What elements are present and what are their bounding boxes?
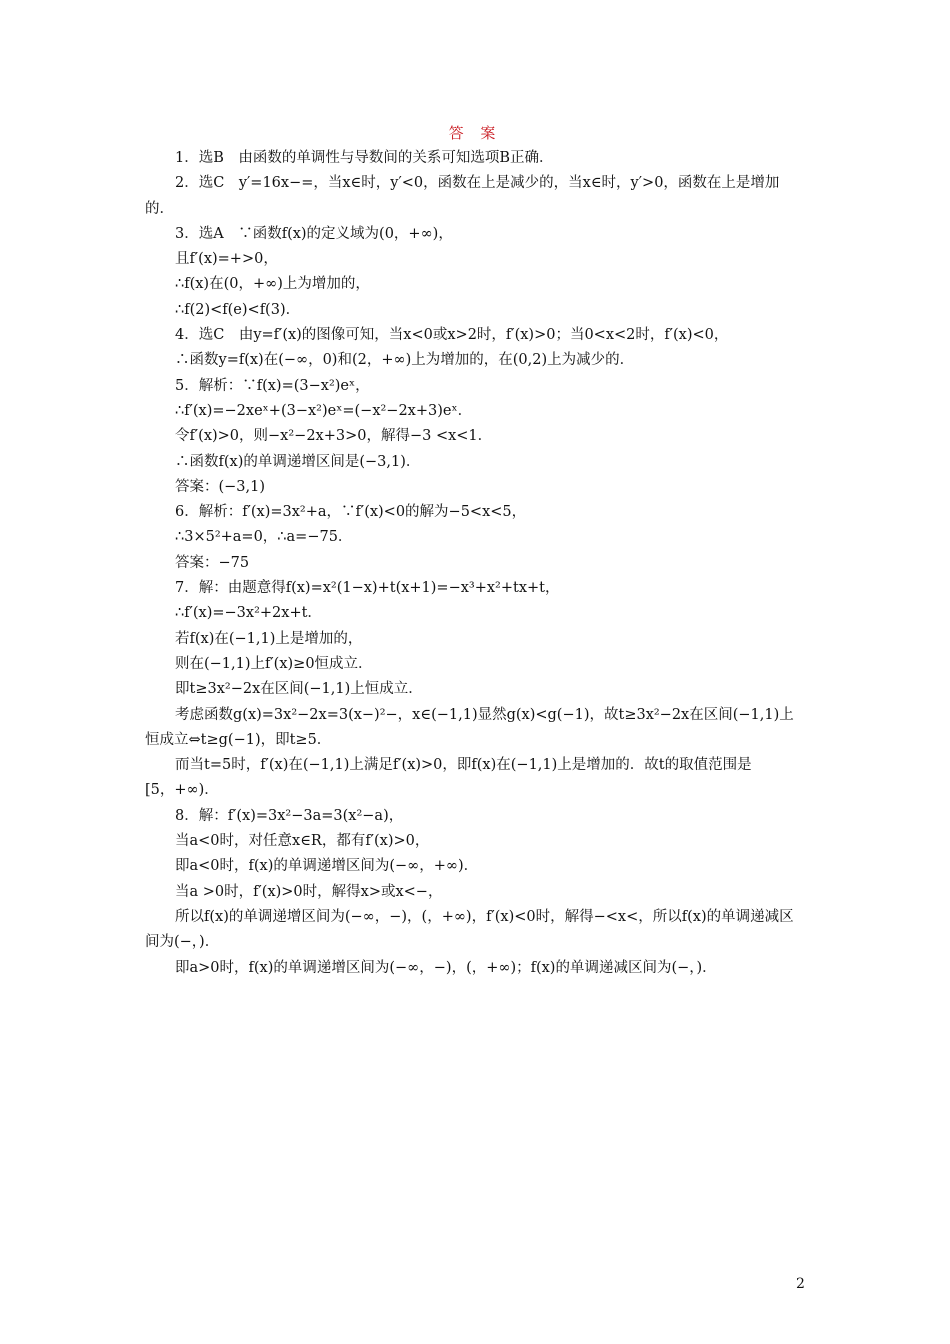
- answer-line: ∴f′(x)=−3x²+2x+t．: [175, 605, 322, 622]
- answer-body: [145, 146, 808, 981]
- answer-line: 1．选B 由函数的单调性与导数间的关系可知选项B正确．: [175, 150, 554, 166]
- answer-heading: 答 案: [448, 124, 502, 142]
- answer-line: 若f(x)在(−1,1)上是增加的，: [175, 630, 363, 647]
- answer-line: 当a<0时，对任意x∈R，都有f′(x)>0，: [175, 833, 430, 850]
- answer-line: 令f′(x)>0，则−x²−2x+3>0，解得−3 <x<1．: [175, 428, 493, 445]
- answer-line: 所以f(x)的单调递增区间为(−∞，−)，(，+∞)，f′(x)<0时，解得−<x<，所以f(x)的单调递减区间为(−，)．: [145, 908, 794, 951]
- answer-line: 当a >0时，f′(x)>0时，解得x>或x<−，: [175, 883, 443, 900]
- answer-line: 即a<0时，f(x)的单调递增区间为(−∞，+∞)．: [175, 858, 479, 875]
- answer-line: ∴f(2)<f(e)<f(3)．: [175, 301, 301, 318]
- answer-line: 答案：−75: [175, 554, 250, 571]
- answer-line: ∴f(x)在(0，+∞)上为增加的，: [175, 276, 370, 293]
- answer-line: ∴3×5²+a=0，∴a=−75．: [175, 529, 353, 546]
- page-number: 2: [796, 1276, 805, 1292]
- answer-line: 6．解析：f′(x)=3x²+a，∵f′(x)<0的解为−5<x<5，: [175, 504, 527, 521]
- answer-line: 考虑函数g(x)=3x²−2x=3(x−)²−，x∈(−1,1)显然g(x)<g(−1)，故t≥3x²−2x在区间(−1,1)上恒成立⇔t≥g(−1)，即t≥5．: [145, 706, 794, 748]
- answer-line: ∴函数y=f(x)在(−∞，0)和(2，+∞)上为增加的，在(0,2)上为减少的．: [175, 352, 635, 369]
- answer-line: 即a>0时，f(x)的单调递增区间为(−∞，−)，(，+∞)；f(x)的单调递减区间为(−，)．: [175, 959, 717, 976]
- answer-line: 7．解：由题意得f(x)=x²(1−x)+t(x+1)=−x³+x²+tx+t，: [175, 580, 560, 597]
- answer-line: 8．解：f′(x)=3x²−3a=3(x²−a)，: [175, 807, 404, 824]
- answer-line: 答案：(−3,1): [175, 478, 266, 495]
- answer-line: 3．选A ∵函数f(x)的定义域为(0，+∞)，: [175, 225, 453, 242]
- answer-line: 而当t=5时，f′(x)在(−1,1)上满足f′(x)>0，即f(x)在(−1,1)上是增加的．故t的取值范围是[5，+∞)．: [145, 757, 752, 799]
- answer-line: 2．选C y′=16x−=，当x∈时，y′<0，函数在上是减少的，当x∈时，y′>0，函数在上是增加的．: [145, 175, 780, 217]
- answer-line: 5．解析：∵f(x)=(3−x²)eˣ，: [175, 377, 370, 394]
- answer-line: 4．选C 由y=f′(x)的图像可知，当x<0或x>2时，f′(x)>0；当0<x<2时，f′(x)<0，: [175, 327, 729, 344]
- answer-line: 且f′(x)=+>0，: [175, 251, 278, 268]
- answer-line: 即t≥3x²−2x在区间(−1,1)上恒成立．: [175, 681, 423, 698]
- answer-line: ∴函数f(x)的单调递增区间是(−3,1)．: [175, 453, 421, 470]
- answer-line: 则在(−1,1)上f′(x)≥0恒成立．: [175, 655, 373, 672]
- answer-line: ∴f′(x)=−2xeˣ+(3−x²)eˣ=(−x²−2x+3)eˣ．: [175, 402, 473, 419]
